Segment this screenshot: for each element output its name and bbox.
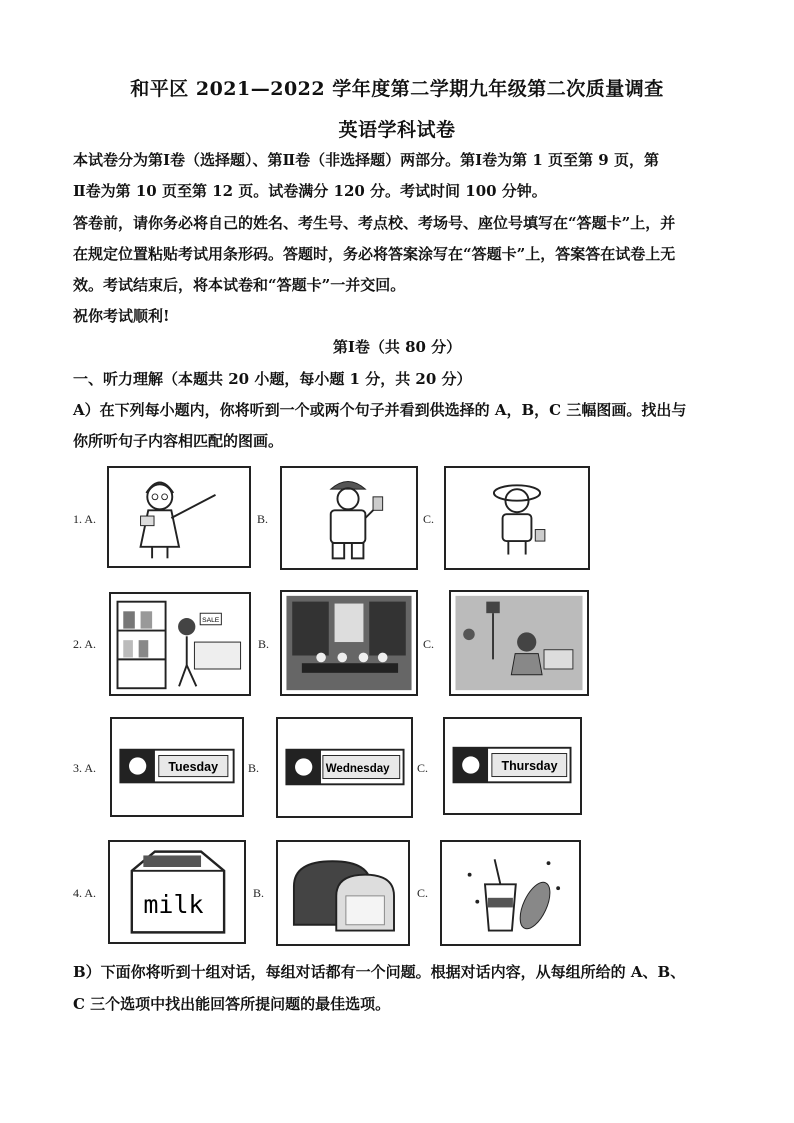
milk-text: milk <box>143 890 204 920</box>
q2-option-b-library-picture[interactable] <box>280 590 418 696</box>
q3-option-b-label: B. <box>248 761 260 775</box>
instruction-line-1: 本试卷分为第Ⅰ卷（选择题）、第Ⅱ卷（非选择题）两部分。第Ⅰ卷为第 1 页至第 9 页，第 <box>73 151 659 169</box>
cartoon-bird-icon <box>462 756 479 773</box>
q4-option-b-label: B. <box>253 886 265 900</box>
exam-title: 和平区 2021—2022 学年度第二学期九年级第二次质量调查 <box>130 78 664 100</box>
section-b-instruction-1: B）下面你将听到十组对话，每组对话都有一个问题。根据对话内容，从每组所给的 A、B、 <box>73 963 686 981</box>
q3-option-b-wednesday-picture[interactable] <box>276 717 413 818</box>
q2-option-a-supermarket-picture[interactable] <box>109 592 251 696</box>
q4-option-b-bread-picture[interactable] <box>276 840 410 946</box>
q1-option-a-teacher-picture[interactable] <box>107 466 251 568</box>
good-luck-line: 祝你考试顺利! <box>73 307 170 325</box>
sale-sign-text: SALE <box>202 616 220 624</box>
instruction-line-5: 效。考试结束后，将本试卷和“答题卡”一并交回。 <box>73 276 406 294</box>
tuesday-text: Tuesday <box>168 759 219 774</box>
library-icon <box>282 592 416 694</box>
section-b-instruction-2: C 三个选项中找出能回答所提问题的最佳选项。 <box>73 995 391 1013</box>
milk-carton-icon <box>110 842 244 942</box>
supermarket-icon <box>111 594 249 694</box>
q3-option-c-label: C. <box>417 761 429 775</box>
q4-option-c-juice-picture[interactable] <box>440 840 581 946</box>
exam-subtitle: 英语学科试卷 <box>338 119 456 141</box>
cartoon-cat-icon <box>295 758 312 775</box>
q1-label: 1. A. <box>73 512 97 526</box>
q2-option-c-label: C. <box>423 637 435 651</box>
q3-option-c-thursday-picture[interactable] <box>443 717 582 815</box>
park-icon <box>451 592 587 694</box>
q3-label: 3. A. <box>73 761 97 775</box>
q4-option-a-milk-picture[interactable] <box>108 840 246 944</box>
listening-section-title: 一、听力理解（本题共 20 小题，每小题 1 分，共 20 分） <box>73 370 472 388</box>
teacher-icon <box>109 468 249 566</box>
wednesday-text: Wednesday <box>325 762 390 775</box>
instruction-line-3: 答卷前，请你务必将自己的姓名、考生号、考点校、考场号、座位号填写在“答题卡”上，并 <box>73 214 676 232</box>
q1-option-c-child-picture[interactable] <box>444 466 590 570</box>
section-a-instruction-2: 你所听句子内容相匹配的图画。 <box>73 432 284 450</box>
q2-option-b-label: B. <box>258 637 270 651</box>
q4-label: 4. A. <box>73 886 97 900</box>
part-one-heading: 第Ⅰ卷（共 80 分） <box>332 338 462 356</box>
instruction-line-4: 在规定位置粘贴考试用条形码。答题时，务必将答案涂写在“答题卡”上，答案答在试卷上无 <box>73 245 676 263</box>
worker-icon <box>282 468 416 568</box>
q1-option-c-label: C. <box>423 512 435 526</box>
q1-option-b-label: B. <box>257 512 269 526</box>
q2-option-c-park-picture[interactable] <box>449 590 589 696</box>
q4-option-c-label: C. <box>417 886 429 900</box>
bread-icon <box>278 842 408 944</box>
q3-option-a-tuesday-picture[interactable] <box>110 717 244 817</box>
juice-cup-icon <box>442 842 579 944</box>
q1-option-b-worker-picture[interactable] <box>280 466 418 570</box>
thursday-text: Thursday <box>501 758 558 773</box>
child-icon <box>446 468 588 568</box>
section-a-instruction-1: A）在下列每小题内，你将听到一个或两个句子并看到供选择的 A，B，C 三幅图画。找出与 <box>73 401 687 419</box>
q2-label: 2. A. <box>73 637 97 651</box>
instruction-line-2: Ⅱ卷为第 10 页至第 12 页。试卷满分 120 分。考试时间 100 分钟。 <box>73 182 547 200</box>
cartoon-animal-icon <box>129 757 146 774</box>
